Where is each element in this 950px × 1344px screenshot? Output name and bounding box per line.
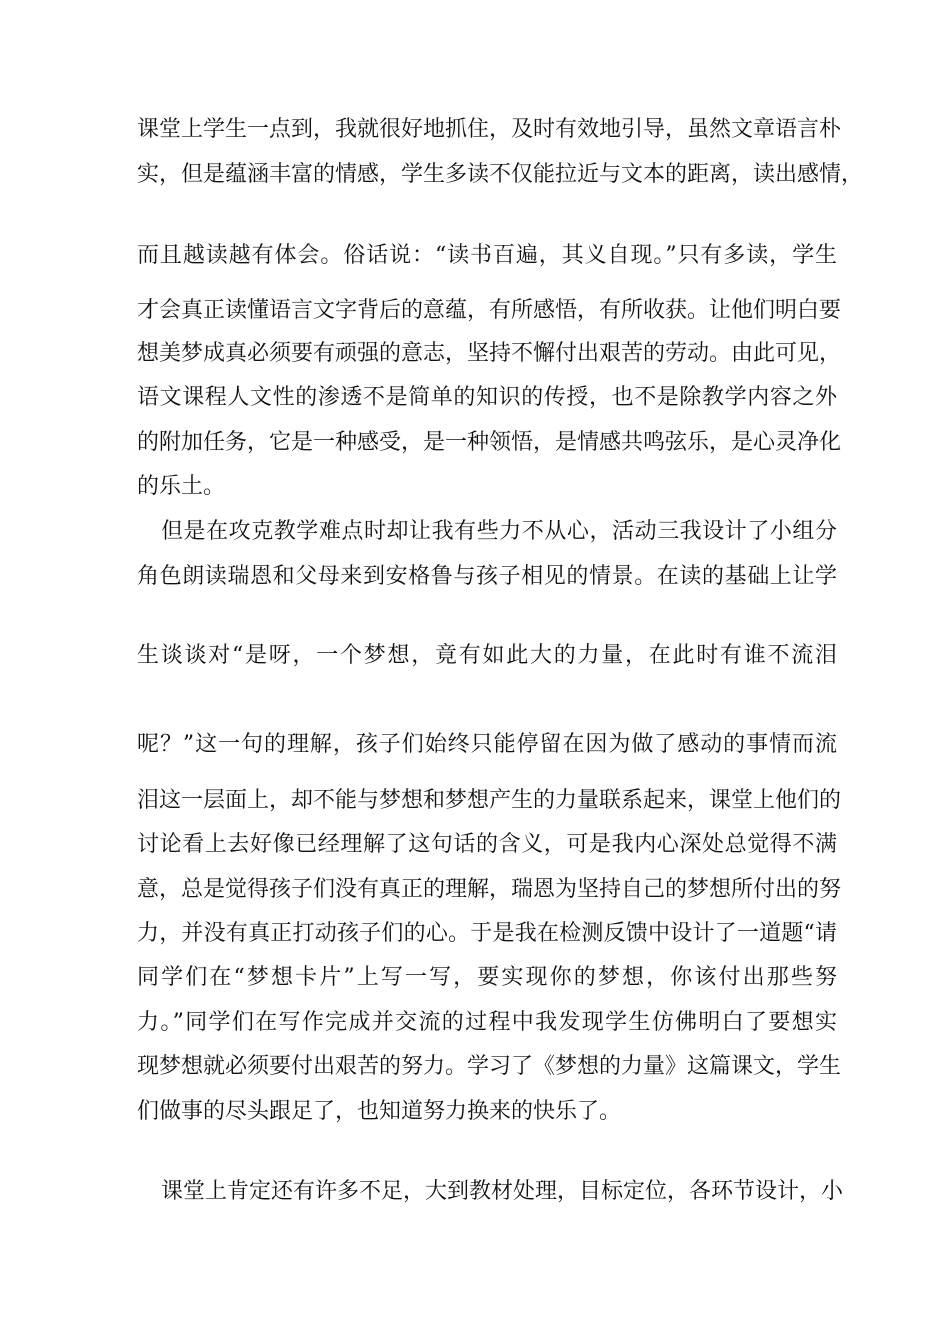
text-line: 的附加任务，它是一种感受，是一种领悟，是情感共鸣弦乐，是心灵净化 <box>137 430 842 455</box>
text-line: 呢？”这一句的理解，孩子们始终只能停留在因为做了感动的事情而流 <box>137 732 837 757</box>
text-line: 生谈谈对“是呀，一个梦想，竟有如此大的力量，在此时有谁不流泪 <box>137 643 837 668</box>
text-line: 意，总是觉得孩子们没有真正的理解，瑞恩为坚持自己的梦想所付出的努 <box>137 877 842 902</box>
paragraph-start-line: 课堂上肯定还有许多不足，大到教材处理，目标定位，各环节设计，小 <box>161 1179 844 1204</box>
text-line: 实，但是蕴涵丰富的情感，学生多读不仅能拉近与文本的距离，读出感情， <box>137 162 864 187</box>
text-line: 讨论看上去好像已经理解了这句话的含义，可是我内心深处总觉得不满 <box>137 832 837 857</box>
text-line: 才会真正读懂语言文字背后的意蕴，有所感悟，有所收获。让他们明白要 <box>137 298 842 323</box>
text-line: 的乐土。 <box>137 474 226 499</box>
text-line: 泪这一层面上，却不能与梦想和梦想产生的力量联系起来，课堂上他们的 <box>137 788 842 813</box>
text-line: 而且越读越有体会。俗话说：“读书百遍，其义自现。”只有多读，学生 <box>137 243 837 268</box>
text-line: 同学们在“梦想卡片”上写一写，要实现你的梦想，你该付出那些努 <box>137 965 837 990</box>
text-line: 力，并没有真正打动孩子们的心。于是我在检测反馈中设计了一道题“请 <box>137 921 837 946</box>
paragraph-start-line: 但是在攻克教学难点时却让我有些力不从心，活动三我设计了小组分 <box>161 519 837 544</box>
text-line: 角色朗读瑞恩和父母来到安格鲁与孩子相见的情景。在读的基础上让学 <box>137 564 837 589</box>
text-line: 想美梦成真必须要有顽强的意志，坚持不懈付出艰苦的劳动。由此可见， <box>137 341 842 366</box>
text-line: 们做事的尽头跟足了，也知道努力换来的快乐了。 <box>137 1099 622 1124</box>
text-line: 课堂上学生一点到，我就很好地抓住，及时有效地引导，虽然文章语言朴 <box>137 117 842 142</box>
text-line: 语文课程人文性的渗透不是简单的知识的传授，也不是除教学内容之外 <box>137 385 837 410</box>
text-line: 力。”同学们在写作完成并交流的过程中我发现学生仿佛明白了要想实 <box>137 1010 837 1035</box>
text-line: 现梦想就必须要付出艰苦的努力。学习了《梦想的力量》这篇课文，学生 <box>137 1054 842 1079</box>
